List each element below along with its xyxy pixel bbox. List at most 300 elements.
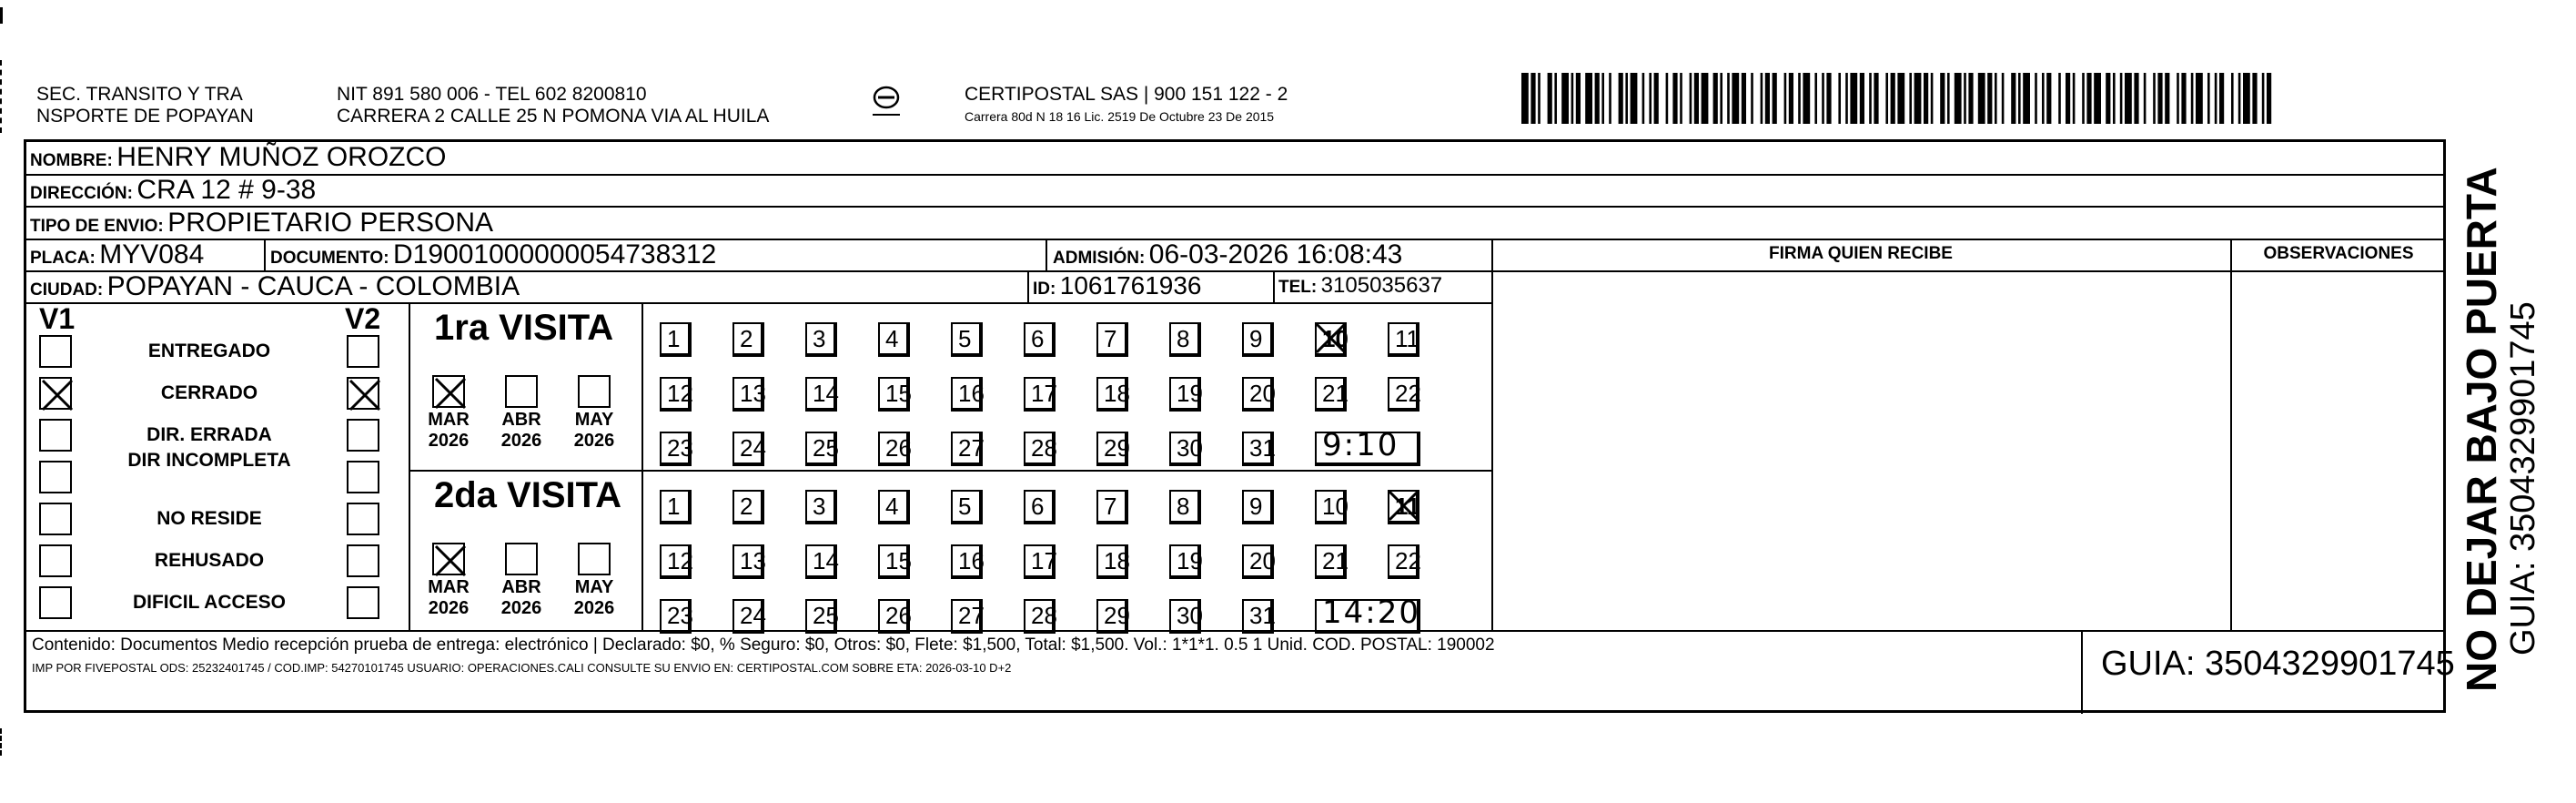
day-box[interactable] — [732, 377, 764, 412]
side-guia: GUIA: 3504329901745 — [2504, 301, 2542, 656]
barcode-bar — [2157, 73, 2162, 124]
barcode-bar — [1784, 73, 1787, 124]
time-box[interactable] — [1315, 595, 1420, 634]
month-name: MAR — [428, 577, 470, 597]
day-box[interactable] — [951, 599, 983, 634]
day-number: 30 — [1177, 434, 1203, 462]
day-box[interactable] — [660, 490, 692, 524]
day-number: 20 — [1249, 547, 1276, 574]
barcode-bar — [1654, 73, 1659, 124]
status-label: DIR INCOMPLETA — [127, 450, 291, 471]
barcode-bar — [2177, 73, 2179, 124]
barcode-bar — [1947, 73, 1950, 124]
barcode-bar — [2181, 73, 2186, 124]
day-box[interactable] — [805, 432, 837, 466]
barcode-bar — [1964, 73, 1966, 124]
month-year: 2026 — [573, 431, 615, 451]
barcode-bar — [1931, 73, 1934, 124]
barcode-bar — [1694, 73, 1699, 124]
day-box[interactable] — [805, 322, 837, 357]
documento-label: DOCUMENTO: — [270, 249, 389, 268]
day-number: 8 — [1177, 325, 1190, 352]
margin-mark — [0, 60, 5, 133]
day-number: 13 — [740, 380, 766, 407]
day-box[interactable] — [660, 544, 692, 579]
barcode-bar — [1609, 73, 1611, 124]
day-box[interactable] — [1096, 432, 1128, 466]
footer-guia: GUIA: 3504329901745 — [2101, 645, 2455, 683]
visit-title: 1ra VISITA — [434, 308, 614, 348]
visit-title: 2da VISITA — [434, 475, 621, 515]
margin-mark — [0, 7, 3, 24]
barcode-bar — [2262, 73, 2265, 124]
day-box[interactable] — [878, 432, 910, 466]
id-label: ID: — [1033, 280, 1056, 299]
month-label — [569, 410, 620, 452]
barcode-bar — [1720, 73, 1722, 124]
day-number: 3 — [813, 325, 826, 352]
tipo-value: PROPIETARIO PERSONA — [167, 208, 494, 238]
month-label — [569, 577, 620, 619]
barcode-bar — [2196, 73, 2203, 124]
id-field — [1033, 271, 1202, 300]
day-number: 5 — [958, 493, 972, 520]
id-value: 1061761936 — [1059, 271, 1202, 300]
admision-label: ADMISIÓN: — [1053, 249, 1146, 268]
day-number: 29 — [1104, 602, 1130, 629]
tel-label: TEL: — [1278, 278, 1318, 297]
v1-header: V1 — [39, 302, 76, 335]
day-box[interactable] — [660, 322, 692, 357]
barcode-bar — [2252, 73, 2257, 124]
day-box[interactable] — [1388, 322, 1419, 357]
v2-checkbox[interactable] — [347, 544, 379, 577]
side-warning: NO DEJAR BAJO PUERTA — [2458, 167, 2505, 692]
x-mark-icon — [1315, 322, 1347, 354]
month-checkbox[interactable] — [578, 375, 611, 408]
day-box[interactable] — [1388, 377, 1419, 412]
day-box[interactable] — [878, 490, 910, 524]
day-number: 6 — [1031, 325, 1045, 352]
barcode-bar — [1530, 73, 1535, 124]
day-number: 25 — [813, 602, 839, 629]
barcode-bar — [2153, 73, 2156, 124]
barcode-bar — [1909, 73, 1912, 124]
day-box[interactable] — [1169, 322, 1201, 357]
barcode-bar — [1702, 73, 1709, 124]
day-box[interactable] — [1096, 599, 1128, 634]
barcode-bar — [1727, 73, 1730, 124]
barcode-bar — [1631, 73, 1638, 124]
barcode-bar — [1649, 73, 1652, 124]
day-number: 1 — [667, 325, 681, 352]
day-box[interactable] — [732, 322, 764, 357]
day-number: 25 — [813, 434, 839, 462]
barcode-bar — [2207, 73, 2210, 124]
day-box[interactable] — [1242, 599, 1274, 634]
barcode-bar — [1773, 73, 1777, 124]
day-number: 22 — [1395, 547, 1421, 574]
day-number: 30 — [1177, 602, 1203, 629]
month-checkbox[interactable] — [432, 375, 465, 408]
day-number: 4 — [885, 325, 899, 352]
day-number: 18 — [1104, 547, 1130, 574]
day-box[interactable] — [951, 322, 983, 357]
placa-label: PLACA: — [30, 249, 96, 268]
month-name: ABR — [501, 577, 541, 597]
barcode-bar — [2191, 73, 2194, 124]
barcode-bar — [1924, 73, 1928, 124]
v1-checkbox[interactable] — [39, 461, 72, 493]
day-box[interactable] — [1096, 377, 1128, 412]
issuer-line2: NSPORTE DE POPAYAN — [36, 106, 254, 127]
barcode-bar — [1803, 73, 1810, 124]
day-box[interactable] — [1024, 377, 1056, 412]
address-line: CARRERA 2 CALLE 25 N POMONA VIA AL HUILA — [337, 106, 770, 127]
day-box[interactable] — [1096, 322, 1128, 357]
day-number: 16 — [958, 380, 985, 407]
day-number: 10 — [1322, 325, 1349, 352]
delivery-form — [24, 139, 2455, 713]
day-number: 23 — [667, 602, 693, 629]
barcode-bar — [1585, 73, 1592, 124]
observaciones-header: OBSERVACIONES — [2263, 244, 2414, 263]
day-box[interactable] — [805, 544, 837, 579]
day-box[interactable] — [878, 544, 910, 579]
barcode-bar — [2042, 73, 2045, 124]
day-number: 11 — [1395, 325, 1419, 352]
firma-area[interactable] — [1495, 273, 2228, 628]
barcode-bar — [2018, 73, 2021, 124]
day-box[interactable] — [1315, 322, 1347, 357]
barcode-bar — [1561, 73, 1569, 124]
admision-value: 06-03-2026 16:08:43 — [1148, 239, 1403, 269]
tipo-label: TIPO DE ENVIO: — [30, 217, 164, 236]
day-box[interactable] — [660, 432, 692, 466]
status-label: ENTREGADO — [147, 341, 271, 361]
month-name: ABR — [501, 410, 541, 430]
day-number: 22 — [1395, 380, 1421, 407]
v2-checkbox[interactable] — [347, 586, 379, 619]
barcode-bar — [2073, 73, 2076, 124]
time-value: 14:20 — [1322, 595, 1420, 631]
ciudad-value: POPAYAN - CAUCA - COLOMBIA — [106, 271, 520, 301]
barcode-bar — [1713, 73, 1718, 124]
day-number: 20 — [1249, 380, 1276, 407]
barcode-bar — [2125, 73, 2132, 124]
barcode-bar — [1742, 73, 1746, 124]
day-number: 9 — [1249, 493, 1263, 520]
day-box[interactable] — [805, 490, 837, 524]
day-box[interactable] — [1096, 490, 1128, 524]
barcode-bar — [1845, 73, 1848, 124]
day-box[interactable] — [660, 599, 692, 634]
status-label: NO RESIDE — [157, 508, 262, 529]
time-box[interactable] — [1315, 427, 1420, 466]
day-number: 14 — [813, 380, 839, 407]
barcode-bar — [2120, 73, 2123, 124]
v2-checkbox[interactable] — [347, 335, 379, 368]
barcode-bar — [1619, 73, 1623, 124]
barcode-bar — [1869, 73, 1872, 124]
day-box[interactable] — [1315, 490, 1347, 524]
day-box[interactable] — [1169, 432, 1201, 466]
direccion-label: DIRECCIÓN: — [30, 184, 133, 203]
barcode-bar — [1538, 73, 1541, 124]
barcode-bar — [2267, 73, 2271, 124]
ciudad-label: CIUDAD: — [30, 280, 104, 300]
barcode-bar — [2231, 73, 2234, 124]
day-box[interactable] — [878, 377, 910, 412]
barcode-bar — [1761, 73, 1763, 124]
x-mark-icon — [349, 379, 381, 412]
barcode-bar — [2011, 73, 2015, 124]
day-box[interactable] — [951, 490, 983, 524]
barcode-bar — [1789, 73, 1793, 124]
day-box[interactable] — [878, 322, 910, 357]
firma-header: FIRMA QUIEN RECIBE — [1769, 244, 1953, 263]
day-box[interactable] — [1242, 544, 1274, 579]
day-number: 28 — [1031, 602, 1057, 629]
tel-value: 3105035637 — [1320, 273, 1443, 298]
placa-value: MYV084 — [99, 239, 205, 269]
barcode-bar — [2165, 73, 2169, 124]
v1-checkbox[interactable] — [39, 419, 72, 452]
documento-value: D19001000000054738312 — [393, 239, 717, 269]
placa-field — [30, 239, 204, 270]
day-box[interactable] — [1315, 544, 1347, 579]
tel-field — [1278, 273, 1442, 299]
time-value: 9:10 — [1322, 427, 1399, 463]
day-number: 14 — [813, 547, 839, 574]
day-box[interactable] — [951, 377, 983, 412]
barcode-bar — [1826, 73, 1831, 124]
day-number: 10 — [1322, 493, 1349, 520]
barcode-bar — [2035, 73, 2037, 124]
day-box[interactable] — [1024, 544, 1056, 579]
month-year: 2026 — [573, 598, 615, 618]
status-label: CERRADO — [160, 382, 258, 403]
month-label — [423, 410, 474, 452]
day-box[interactable] — [1388, 544, 1419, 579]
day-box[interactable] — [660, 377, 692, 412]
x-mark-icon — [434, 544, 467, 577]
status-label: REHUSADO — [154, 550, 265, 571]
courier-address: Carrera 80d N 18 16 Lic. 2519 De Octubre 23 De 2015 — [965, 109, 1275, 124]
footer-line1: Contenido: Documentos Medio recepción prueba de entrega: electrónico | Declarado: $0, % Seguro: $0, Otros: $0, Flete: $1,500, Total: $1,500. Vol.: 1*1*1. 0.5 1 Unid. COD. POSTAL: 190002 — [32, 635, 1495, 655]
barcode-bar — [1601, 73, 1604, 124]
barcode-bar — [2002, 73, 2005, 124]
barcode-bar — [2066, 73, 2070, 124]
month-year: 2026 — [428, 431, 470, 451]
day-number: 7 — [1104, 325, 1117, 352]
month-label — [496, 577, 547, 619]
day-box[interactable] — [1242, 322, 1274, 357]
day-box[interactable] — [732, 490, 764, 524]
day-number: 13 — [740, 547, 766, 574]
barcode-bar — [1666, 73, 1669, 124]
barcode-bar — [2046, 73, 2051, 124]
day-box[interactable] — [1024, 432, 1056, 466]
barcode-bar — [1978, 73, 1985, 124]
barcode-bar — [2238, 73, 2241, 124]
month-year: 2026 — [428, 598, 470, 618]
barcode-bar — [1838, 73, 1841, 124]
day-number: 23 — [667, 434, 693, 462]
day-box[interactable] — [878, 599, 910, 634]
status-label: DIR. ERRADA — [146, 424, 272, 445]
day-box[interactable] — [1024, 322, 1056, 357]
day-number: 21 — [1322, 380, 1349, 407]
day-number: 19 — [1177, 547, 1203, 574]
barcode-bar — [2082, 73, 2085, 124]
day-box[interactable] — [805, 377, 837, 412]
barcode-bar — [1521, 73, 1529, 124]
v1-checkbox[interactable] — [39, 503, 72, 535]
day-number: 17 — [1031, 380, 1057, 407]
ciudad-field — [30, 271, 520, 302]
observaciones-area[interactable] — [2234, 273, 2441, 628]
month-checkbox[interactable] — [505, 543, 538, 575]
barcode-bar — [1891, 73, 1895, 124]
month-checkbox[interactable] — [578, 543, 611, 575]
x-mark-icon — [1388, 490, 1419, 522]
day-box[interactable] — [1169, 544, 1201, 579]
day-box[interactable] — [732, 544, 764, 579]
day-box[interactable] — [1242, 432, 1274, 466]
day-box[interactable] — [951, 432, 983, 466]
day-number: 6 — [1031, 493, 1045, 520]
day-box[interactable] — [1024, 599, 1056, 634]
barcode-bar — [1860, 73, 1864, 124]
day-number: 19 — [1177, 380, 1203, 407]
barcode-bar — [1751, 73, 1753, 124]
month-year: 2026 — [500, 598, 542, 618]
day-box[interactable] — [732, 599, 764, 634]
barcode-bar — [2134, 73, 2138, 124]
barcode-bar — [2023, 73, 2030, 124]
day-number: 15 — [885, 547, 912, 574]
v1-checkbox[interactable] — [39, 586, 72, 619]
barcode-bar — [1874, 73, 1878, 124]
day-box[interactable] — [732, 432, 764, 466]
day-number: 24 — [740, 602, 766, 629]
day-box[interactable] — [805, 599, 837, 634]
day-number: 17 — [1031, 547, 1057, 574]
barcode-bar — [1850, 73, 1857, 124]
day-box[interactable] — [1169, 490, 1201, 524]
day-number: 12 — [667, 547, 693, 574]
v2-header: V2 — [345, 302, 381, 335]
barcode-bar — [1571, 73, 1574, 124]
nombre-field — [30, 142, 446, 173]
day-number: 12 — [667, 380, 693, 407]
barcode-bar — [1995, 73, 1997, 124]
day-box[interactable] — [1315, 377, 1347, 412]
day-number: 31 — [1249, 434, 1276, 462]
day-number: 18 — [1104, 380, 1130, 407]
barcode-bar — [1595, 73, 1600, 124]
day-box[interactable] — [1242, 490, 1274, 524]
day-number: 1 — [667, 493, 681, 520]
barcode-bar — [1885, 73, 1888, 124]
barcode-bar — [2144, 73, 2147, 124]
barcode-bar — [1968, 73, 1973, 124]
v2-checkbox[interactable] — [347, 461, 379, 493]
footer-line2: IMP POR FIVEPOSTAL ODS: 25232401745 / COD.IMP: 54270101745 USUARIO: OPERACIONES.CALI CONSULTE SU ENVIO EN: CERTIPOSTAL.COM SOBRE ETA: 2026-03-10 D+2 — [32, 661, 1012, 675]
barcode-bar — [1822, 73, 1824, 124]
v1-checkbox[interactable] — [39, 377, 72, 410]
barcode-bar — [1554, 73, 1557, 124]
barcode-bar — [1914, 73, 1922, 124]
margin-mark — [0, 728, 4, 756]
status-label: DIFICIL ACCESO — [132, 592, 286, 613]
day-box[interactable] — [1388, 490, 1419, 524]
day-number: 8 — [1177, 493, 1190, 520]
barcode-bar — [1814, 73, 1817, 124]
barcode — [1521, 73, 2277, 124]
barcode-bar — [1625, 73, 1628, 124]
barcode-bar — [1642, 73, 1645, 124]
day-box[interactable] — [1242, 377, 1274, 412]
day-number: 29 — [1104, 434, 1130, 462]
day-number: 24 — [740, 434, 766, 462]
v2-checkbox[interactable] — [347, 377, 379, 410]
month-name: MAY — [574, 410, 614, 430]
barcode-bar — [2106, 73, 2110, 124]
direccion-field — [30, 175, 316, 206]
day-box[interactable] — [951, 544, 983, 579]
month-label — [496, 410, 547, 452]
day-number: 28 — [1031, 434, 1057, 462]
day-number: 3 — [813, 493, 826, 520]
day-number: 26 — [885, 434, 912, 462]
day-box[interactable] — [1024, 490, 1056, 524]
day-box[interactable] — [1169, 377, 1201, 412]
nombre-value: HENRY MUÑOZ OROZCO — [116, 142, 447, 172]
barcode-bar — [2215, 73, 2217, 124]
month-label — [423, 577, 474, 619]
v1-checkbox[interactable] — [39, 544, 72, 577]
day-number: 5 — [958, 325, 972, 352]
day-number: 27 — [958, 434, 985, 462]
barcode-bar — [1672, 73, 1677, 124]
month-checkbox[interactable] — [505, 375, 538, 408]
day-number: 31 — [1249, 602, 1276, 629]
documento-field — [270, 239, 716, 270]
v1-checkbox[interactable] — [39, 335, 72, 368]
day-box[interactable] — [1169, 599, 1201, 634]
barcode-bar — [1940, 73, 1945, 124]
day-number: 2 — [740, 325, 753, 352]
day-number: 26 — [885, 602, 912, 629]
barcode-bar — [2086, 73, 2091, 124]
barcode-bar — [2094, 73, 2101, 124]
day-box[interactable] — [1096, 544, 1128, 579]
day-number: 4 — [885, 493, 899, 520]
barcode-bar — [2058, 73, 2061, 124]
day-number: 21 — [1322, 547, 1349, 574]
barcode-bar — [1576, 73, 1581, 124]
day-number: 2 — [740, 493, 753, 520]
month-checkbox[interactable] — [432, 543, 465, 575]
barcode-bar — [2219, 73, 2224, 124]
v2-checkbox[interactable] — [347, 503, 379, 535]
barcode-bar — [1680, 73, 1682, 124]
v2-checkbox[interactable] — [347, 419, 379, 452]
nit-line: NIT 891 580 006 - TEL 602 8200810 — [337, 84, 647, 105]
barcode-bar — [1732, 73, 1739, 124]
